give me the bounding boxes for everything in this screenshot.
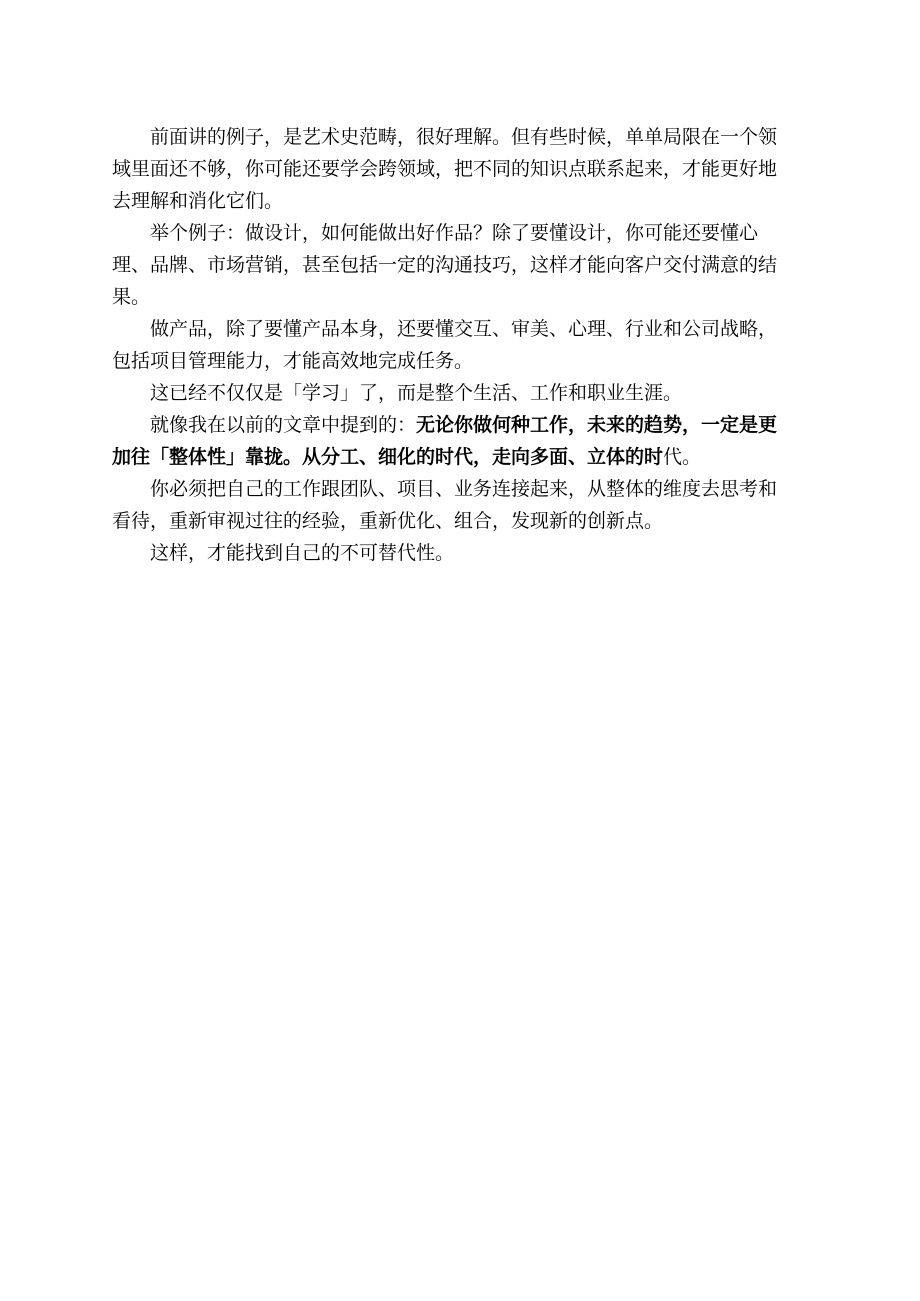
paragraph-5-lead: 就像我在以前的文章中提到的： <box>150 414 417 436</box>
paragraph-6: 你必须把自己的工作跟团队、项目、业务连接起来，从整体的维度去思考和看待，重新审视过往的经验，重新优化、组合，发现新的创新点。 <box>112 478 778 532</box>
paragraph-2: 举个例子：做设计，如何能做出好作品？除了要懂设计，你可能还要懂心理、品牌、市场营销，甚至包括一定的沟通技巧，这样才能向客户交付满意的结果。 <box>112 222 778 308</box>
paragraph-4: 这已经不仅仅是「学习」了，而是整个生活、工作和职业生涯。 <box>150 382 683 404</box>
paragraph-7: 这样，才能找到自己的不可替代性。 <box>150 542 455 564</box>
paragraph-3: 做产品，除了要懂产品本身，还要懂交互、审美、心理、行业和公司战略，包括项目管理能力，才能高效地完成任务。 <box>112 318 778 372</box>
paragraph-5 <box>112 409 780 473</box>
paragraph-1: 前面讲的例子，是艺术史范畴，很好理解。但有些时候，单单局限在一个领域里面还不够，你可能还要学会跨领域，把不同的知识点联系起来，才能更好地去理解和消化它们。 <box>112 126 778 212</box>
paragraph-5-emphasis: 无论你做何种工作，未来的趋势，一定是更加往「整体性」靠拢。从分工、细化的时代，走向多面、立体的时 <box>112 414 778 468</box>
article-body <box>112 121 780 569</box>
paragraph-5-tail: 代。 <box>663 446 702 468</box>
